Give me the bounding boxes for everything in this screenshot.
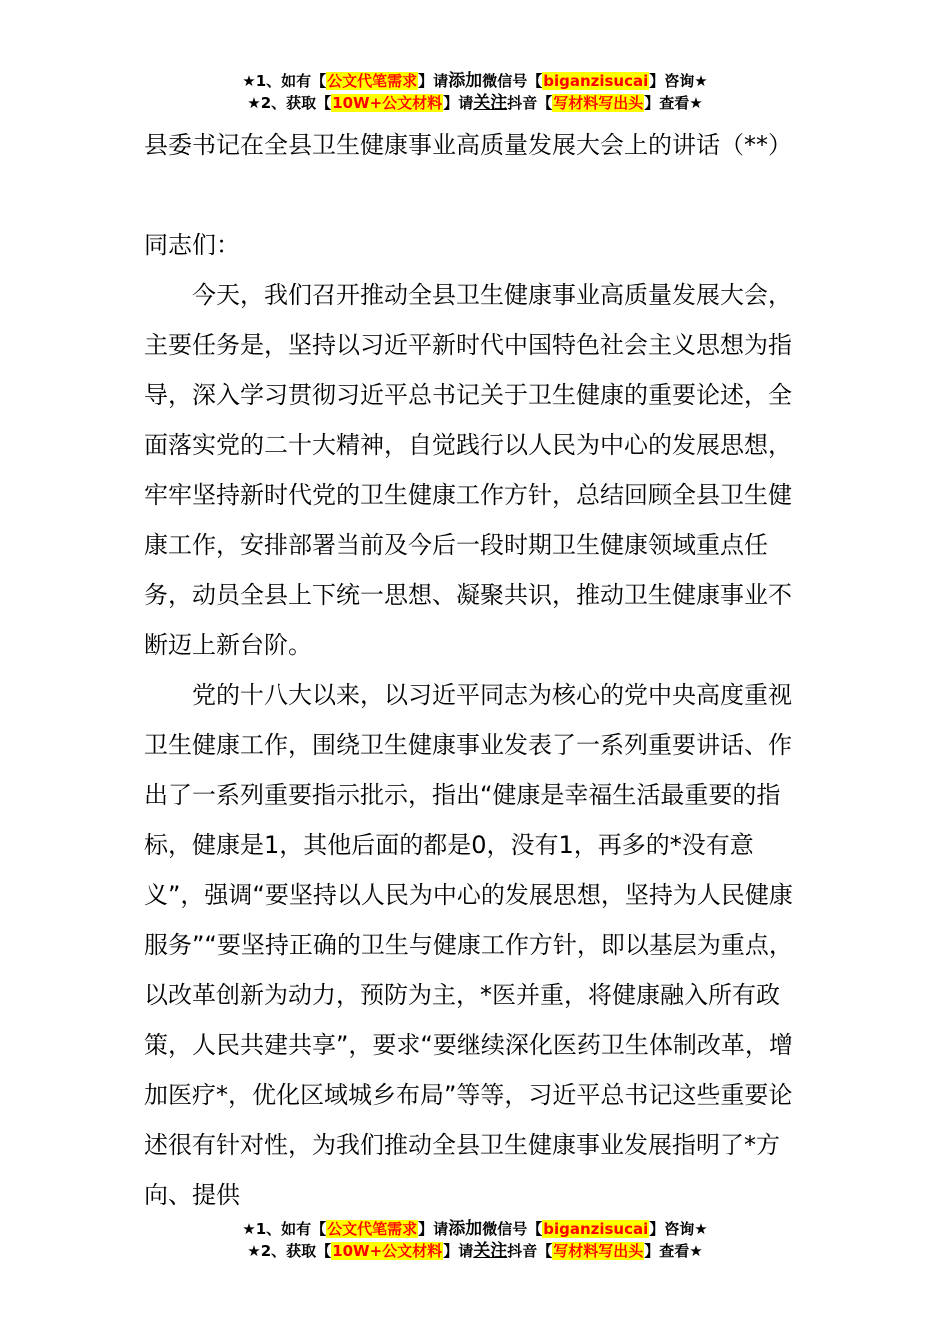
highlight-douyin-account: 写材料写出头 <box>553 94 644 112</box>
banner-emphasis: 添加 <box>448 1219 483 1239</box>
banner-text: 抖音【 <box>507 1242 553 1260</box>
banner-text: 微信号【 <box>482 1220 543 1238</box>
banner-text: ★2、获取【 <box>247 1242 332 1260</box>
footer-banner <box>0 1218 950 1262</box>
banner-text: 】查看★ <box>644 1242 703 1260</box>
highlight-service: 公文代笔需求 <box>327 1220 418 1238</box>
banner-text: ★2、获取【 <box>247 94 332 112</box>
highlight-wechat-id: biganzisucai <box>543 72 649 90</box>
document-header <box>144 120 808 170</box>
paragraph-1: 今天，我们召开推动全县卫生健康事业高质量发展大会，主要任务是，坚持以习近平新时代中国特色社会主义思想为指导，深入学习贯彻习近平总书记关于卫生健康的重要论述，全面落实党的二十大精神，自觉践行以人民为中心的发展思想，牢牢坚持新时代党的卫生健康工作方针，总结回顾全县卫生健康工作，安排部署当前及今后一段时期卫生健康领域重点任务，动员全县上下统一思想、凝聚共识，推动卫生健康事业不断迈上新台阶。 <box>144 281 792 659</box>
header-banner <box>0 70 950 114</box>
banner-text: 】查看★ <box>644 94 703 112</box>
banner-text: 】请 <box>443 94 474 112</box>
banner-line-1 <box>0 1218 950 1240</box>
document-body <box>144 220 808 1220</box>
paragraph-2: 党的十八大以来，以习近平同志为核心的党中央高度重视卫生健康工作，围绕卫生健康事业发表了一系列重要讲话、作出了一系列重要指示批示，指出“健康是幸福生活最重要的指标，健康是1，其他后面的都是0，没有1，再多的*没有意义”，强调“要坚持以人民为中心的发展思想，坚持为人民健康服务”“要坚持正确的卫生与健康工作方针，即以基层为重点，以改革创新为动力，预防为主，*医并重，将健康融入所有政策，人民共建共享”，要求“要继续深化医药卫生体制改革，增加医疗*，优化区域城乡布局”等等，习近平总书记这些重要论述很有针对性，为我们推动全县卫生健康事业发展指明了*方向、提供 <box>144 681 793 1209</box>
banner-emphasis: 关注 <box>473 1241 508 1261</box>
banner-text: 】咨询★ <box>649 72 708 90</box>
banner-text: 】请 <box>418 1220 449 1238</box>
banner-text: 】请 <box>443 1242 474 1260</box>
banner-text: 】咨询★ <box>649 1220 708 1238</box>
highlight-materials: 10W+公文材料 <box>332 94 443 112</box>
banner-text: 微信号【 <box>482 72 543 90</box>
highlight-materials: 10W+公文材料 <box>332 1242 443 1260</box>
banner-text: 抖音【 <box>507 94 553 112</box>
highlight-service: 公文代笔需求 <box>327 72 418 90</box>
salutation: 同志们： <box>144 231 240 259</box>
banner-line-2 <box>0 1240 950 1262</box>
banner-emphasis: 关注 <box>473 93 508 113</box>
banner-text: ★1、如有【 <box>242 1220 327 1238</box>
document-title: 县委书记在全县卫生健康事业高质量发展大会上的讲话（**） <box>144 131 792 159</box>
highlight-wechat-id: biganzisucai <box>543 1220 649 1238</box>
banner-line-1 <box>0 70 950 92</box>
banner-text: 】请 <box>418 72 449 90</box>
banner-text: ★1、如有【 <box>242 72 327 90</box>
highlight-douyin-account: 写材料写出头 <box>553 1242 644 1260</box>
banner-emphasis: 添加 <box>448 71 483 91</box>
banner-line-2 <box>0 92 950 114</box>
